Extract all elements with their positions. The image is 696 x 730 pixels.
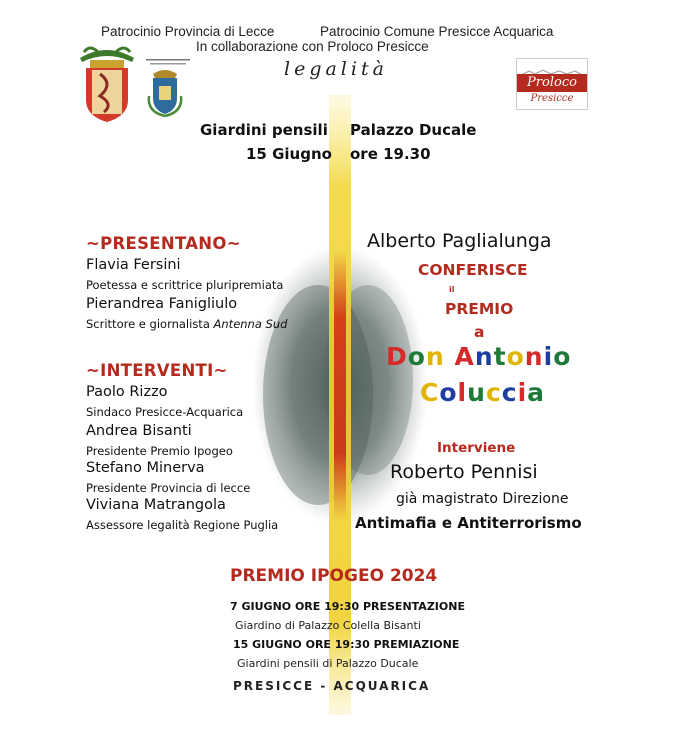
honoree-letter: c	[485, 378, 502, 407]
keynote-role: già magistrato Direzione	[396, 491, 569, 507]
proloco-town: Presicce	[530, 93, 574, 104]
presentano-heading: ~PRESENTANO~	[86, 234, 241, 253]
presenter-role: Poetessa e scrittrice pluripremiata	[86, 278, 284, 292]
event2-where: Giardini pensili di Palazzo Ducale	[237, 657, 419, 670]
honoree-letter: o	[553, 342, 572, 371]
event-date: 15 Giugno	[246, 145, 332, 163]
provincia-lecce-crest-icon	[76, 44, 138, 124]
honoree-letter: t	[493, 342, 507, 371]
event2-when: 15 GIUGNO ORE 19:30 PREMIAZIONE	[233, 638, 460, 651]
honoree-letter: n	[425, 342, 445, 371]
honoree-letter: i	[517, 378, 528, 407]
speaker-role: Presidente Premio Ipogeo	[86, 444, 233, 458]
speaker-name: Viviana Matrangola	[86, 497, 226, 513]
patron-provincia: Patrocinio Provincia di Lecce	[101, 24, 275, 39]
speaker-name: Paolo Rizzo	[86, 384, 168, 400]
venue-palace: Palazzo Ducale	[350, 121, 477, 139]
speaker-role: Sindaco Presicce-Acquarica	[86, 405, 244, 419]
premio-ipogeo-title: PREMIO IPOGEO 2024	[230, 566, 438, 586]
event1-when: 7 GIUGNO ORE 19:30 PRESENTAZIONE	[230, 600, 465, 613]
award-article: il	[449, 285, 455, 294]
honoree-letter: c	[501, 378, 518, 407]
town-name: PRESICCE - ACQUARICA	[233, 679, 431, 693]
honoree-first-line	[386, 342, 571, 371]
honoree-letter: a	[527, 378, 546, 407]
presenter-role-text: Scrittore e giornalista	[86, 317, 214, 331]
award-premio: PREMIO	[445, 300, 514, 318]
honoree-letter: A	[454, 342, 475, 371]
venue-garden: Giardini pensili	[200, 121, 328, 139]
motto-legalita: legalità	[284, 58, 388, 80]
interventi-heading: ~INTERVENTI~	[86, 361, 228, 380]
honoree-letter: u	[467, 378, 486, 407]
patron-comune: Patrocinio Comune Presicce Acquarica	[320, 24, 554, 39]
event-time: ore 19.30	[350, 145, 431, 163]
presenter-name: Flavia Fersini	[86, 257, 181, 273]
honoree-letter: n	[474, 342, 494, 371]
speaker-name: Andrea Bisanti	[86, 423, 192, 439]
event1-where: Giardino di Palazzo Colella Bisanti	[235, 619, 421, 632]
award-to: a	[474, 323, 485, 341]
speaker-role: Assessore legalità Regione Puglia	[86, 518, 279, 532]
presenter-name: Pierandrea Fanigliulo	[86, 296, 238, 312]
honoree-letter: o	[407, 342, 426, 371]
speaker-name: Stefano Minerva	[86, 460, 205, 476]
award-giver: Alberto Paglialunga	[367, 230, 552, 252]
presenter-outlet: Antenna Sud	[213, 317, 288, 331]
honoree-letter: l	[457, 378, 468, 407]
keynote-speaker: Roberto Pennisi	[390, 461, 538, 483]
collab-proloco: In collaborazione con Proloco Presicce	[196, 39, 429, 54]
honoree-letter: D	[386, 342, 408, 371]
honoree-letter: i	[543, 342, 554, 371]
comune-presicce-crest-icon	[145, 68, 185, 118]
honoree-letter: o	[439, 378, 458, 407]
honoree-letter: C	[420, 378, 440, 407]
proloco-logo	[516, 58, 588, 110]
proloco-label: Proloco	[527, 75, 577, 90]
keynote-dept: Antimafia e Antiterrorismo	[355, 514, 582, 532]
honoree-letter: n	[524, 342, 544, 371]
comune-text-emblem	[144, 52, 194, 62]
award-verb: CONFERISCE	[418, 261, 528, 279]
presenter-role	[86, 317, 287, 331]
speaker-role: Presidente Provincia di lecce	[86, 481, 251, 495]
honoree-letter: o	[506, 342, 525, 371]
interviene-label: Interviene	[437, 440, 516, 456]
honoree-second-line	[420, 378, 545, 407]
